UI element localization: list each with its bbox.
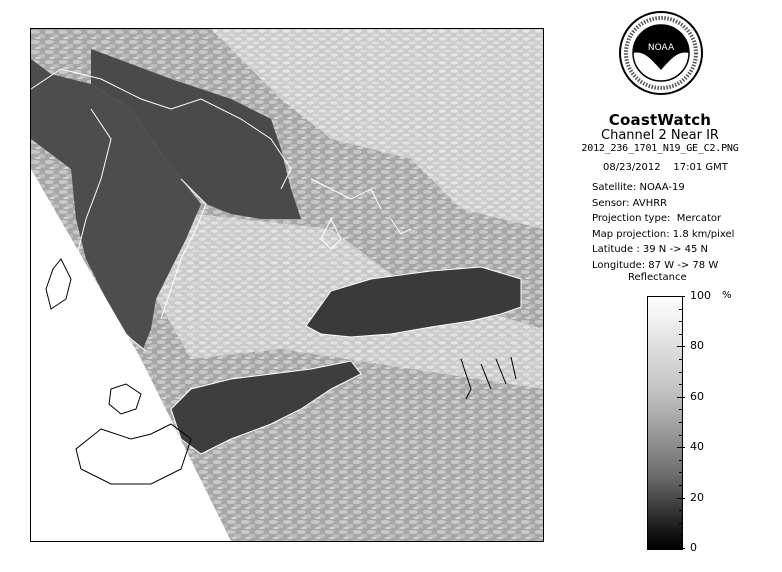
scale-tick-label: 100 xyxy=(690,289,711,302)
scale-minor-tick xyxy=(679,523,683,524)
scale-minor-tick xyxy=(679,447,683,448)
scale-minor-tick xyxy=(679,460,683,461)
scale-minor-tick xyxy=(679,548,683,549)
meta-projection-type: Projection type: Mercator xyxy=(592,213,722,224)
date-value: 08/23/2012 xyxy=(603,162,661,173)
file-name: 2012_236_1701_N19_GE_C2.PNG xyxy=(581,143,739,154)
channel-label: Channel 2 Near IR xyxy=(601,128,719,143)
meta-satellite: Satellite: NOAA-19 xyxy=(592,182,685,193)
scale-minor-tick xyxy=(679,346,683,347)
scale-tick-label: 60 xyxy=(690,389,704,403)
scale-title: Reflectance xyxy=(628,272,687,283)
header-block xyxy=(560,112,760,155)
scale-tick-label: 0 xyxy=(690,541,697,554)
scale-unit: % xyxy=(722,290,732,301)
metadata-list xyxy=(592,180,734,273)
scale-tick-label: 80 xyxy=(690,339,704,353)
scale-minor-tick xyxy=(679,435,683,436)
meta-latitude: Latitude : 39 N -> 45 N xyxy=(592,244,709,255)
scale-minor-tick xyxy=(679,409,683,410)
svg-text:NOAA: NOAA xyxy=(647,43,675,53)
scale-minor-tick xyxy=(679,334,683,335)
meta-sensor: Sensor: AVHRR xyxy=(592,197,668,209)
meta-longitude: Longitude: 87 W -> 78 W xyxy=(592,259,719,271)
date-time xyxy=(603,162,728,173)
scale-minor-tick xyxy=(679,296,683,297)
map-canvas xyxy=(31,29,543,541)
scale-minor-tick xyxy=(679,309,683,310)
scale-minor-tick xyxy=(679,485,683,486)
reflectance-colorbar xyxy=(647,296,683,550)
scale-minor-tick xyxy=(679,472,683,473)
scale-minor-tick xyxy=(679,510,683,511)
scale-tick-label: 20 xyxy=(690,490,704,504)
satellite-map xyxy=(30,28,544,542)
scale-minor-tick xyxy=(679,321,683,322)
scale-minor-tick xyxy=(679,359,683,360)
scale-minor-tick xyxy=(679,372,683,373)
scale-minor-tick xyxy=(679,384,683,385)
time-value: 17:01 GMT xyxy=(673,162,728,173)
scale-minor-tick xyxy=(679,498,683,499)
noaa-logo xyxy=(618,10,704,96)
brand-title: CoastWatch xyxy=(608,111,712,129)
scale-minor-tick xyxy=(679,422,683,423)
scale-minor-tick xyxy=(679,535,683,536)
scale-tick-label: 40 xyxy=(690,440,704,454)
meta-map-projection: Map projection: 1.8 km/pixel xyxy=(592,228,735,240)
scale-minor-tick xyxy=(679,397,683,398)
